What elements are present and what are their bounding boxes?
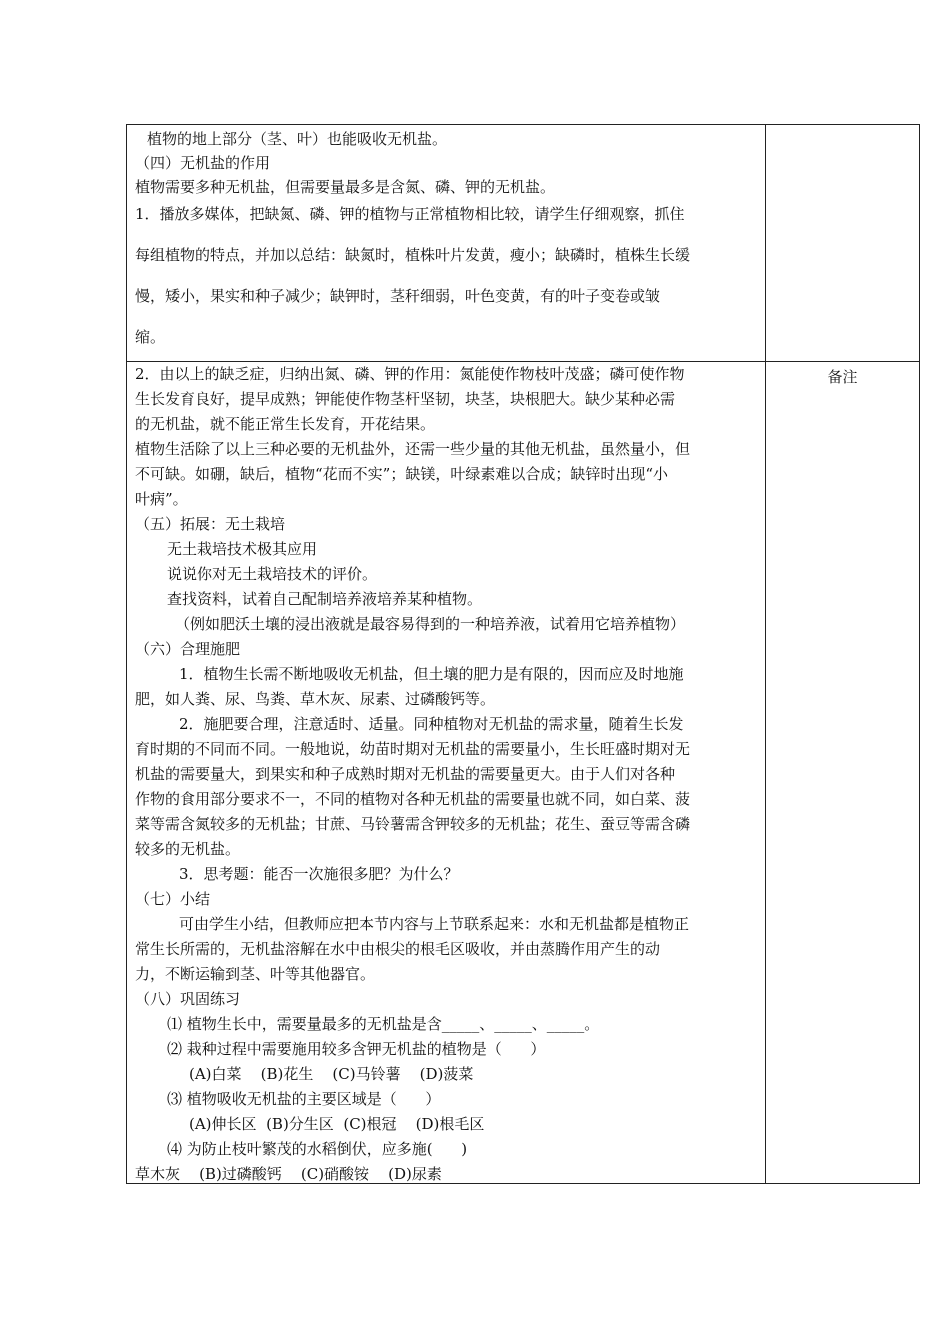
remark-cell-bottom <box>765 361 920 1184</box>
text-line: 2．由以上的缺乏症，归纳出氮、磷、钾的作用：氮能使作物枝叶茂盛；磷可使作物 <box>135 365 685 383</box>
text-line: 1．播放多媒体，把缺氮、磷、钾的植物与正常植物相比较，请学生仔细观察，抓住 <box>135 205 685 223</box>
text-line: 菜等需含氮较多的无机盐；甘蔗、马铃薯需含钾较多的无机盐；花生、蚕豆等需含磷 <box>135 815 691 833</box>
text-line: 缩。 <box>135 328 166 346</box>
text-line: 机盐的需要量大，到果实和种子成熟时期对无机盐的需要量更大。由于人们对各种 <box>135 765 676 783</box>
section-heading: （六）合理施肥 <box>135 640 241 658</box>
text-line: 慢，矮小，果实和种子减少；缺钾时，茎秆细弱，叶色变黄，有的叶子变卷或皱 <box>135 287 661 305</box>
exercise-question: ⑵ 栽种过程中需要施用较多含钾无机盐的植物是（ ） <box>167 1040 546 1058</box>
text-line: 生长发育良好，提早成熟；钾能使作物茎杆坚韧，块茎，块根肥大。缺少某种必需 <box>135 390 676 408</box>
text-line: 植物需要多种无机盐，但需要量最多是含氮、磷、钾的无机盐。 <box>135 178 556 196</box>
text-line: 3．思考题：能否一次施很多肥？为什么？ <box>179 865 459 883</box>
content-cell-bottom <box>126 361 766 1184</box>
exercise-question: ⑴ 植物生长中，需要量最多的无机盐是含_____、_____、_____。 <box>167 1015 600 1033</box>
text-line: 植物的地上部分（茎、叶）也能吸收无机盐。 <box>147 130 448 148</box>
exercise-question: ⑶ 植物吸收无机盐的主要区域是（ ） <box>167 1090 441 1108</box>
text-line: 较多的无机盐。 <box>135 840 241 858</box>
text-line: 常生长所需的，无机盐溶解在水中由根尖的根毛区吸收，并由蒸腾作用产生的动 <box>135 940 661 958</box>
section-heading: （四）无机盐的作用 <box>135 154 271 172</box>
text-line: 查找资料，试着自己配制培养液培养某种植物。 <box>167 590 483 608</box>
exercise-options: (A)伸长区 (B)分生区 (C)根冠 (D)根毛区 <box>189 1115 485 1133</box>
text-line: 的无机盐，就不能正常生长发育，开花结果。 <box>135 415 436 433</box>
text-line: 植物生活除了以上三种必要的无机盐外，还需一些少量的其他无机盐，虽然量小，但 <box>135 440 691 458</box>
exercise-options: 草木灰 (B)过磷酸钙 (C)硝酸铵 (D)尿素 <box>135 1165 442 1183</box>
content-cell-top <box>126 124 766 362</box>
text-line: 说说你对无土栽培技术的评价。 <box>167 565 378 583</box>
text-line: 作物的食用部分要求不一，不同的植物对各种无机盐的需要量也就不同，如白菜、菠 <box>135 790 691 808</box>
text-line: （例如肥沃土壤的浸出液就是最容易得到的一种培养液，试着用它培养植物） <box>175 615 686 633</box>
section-heading: （八）巩固练习 <box>135 990 241 1008</box>
text-line: 叶病”。 <box>135 490 188 508</box>
text-line: 每组植物的特点，并加以总结：缺氮时，植株叶片发黄，瘦小；缺磷时，植株生长缓 <box>135 246 691 264</box>
text-line: 2．施肥要合理，注意适时、适量。同种植物对无机盐的需求量，随着生长发 <box>179 715 684 733</box>
text-line: 无土栽培技术极其应用 <box>167 540 318 558</box>
text-line: 力，不断运输到茎、叶等其他器官。 <box>135 965 376 983</box>
text-line: 1．植物生长需不断地吸收无机盐，但土壤的肥力是有限的，因而应及时地施 <box>179 665 684 683</box>
exercise-options: (A)白菜 (B)花生 (C)马铃薯 (D)菠菜 <box>189 1065 474 1083</box>
text-line: 肥，如人粪、尿、鸟粪、草木灰、尿素、过磷酸钙等。 <box>135 690 496 708</box>
text-line: 可由学生小结，但教师应把本节内容与上节联系起来：水和无机盐都是植物正 <box>179 915 690 933</box>
lesson-table <box>126 124 920 1184</box>
remark-cell-top <box>765 124 920 362</box>
text-line: 不可缺。如硼，缺后，植物“花而不实”；缺镁，叶绿素难以合成；缺锌时出现“小 <box>135 465 669 483</box>
remark-label: 备注 <box>827 368 858 386</box>
section-heading: （七）小结 <box>135 890 211 908</box>
exercise-question: ⑷ 为防止枝叶繁茂的水稻倒伏，应多施( ) <box>167 1140 468 1158</box>
section-heading: （五）拓展：无土栽培 <box>135 515 286 533</box>
text-line: 育时期的不同而不同。一般地说，幼苗时期对无机盐的需要量小，生长旺盛时期对无 <box>135 740 691 758</box>
